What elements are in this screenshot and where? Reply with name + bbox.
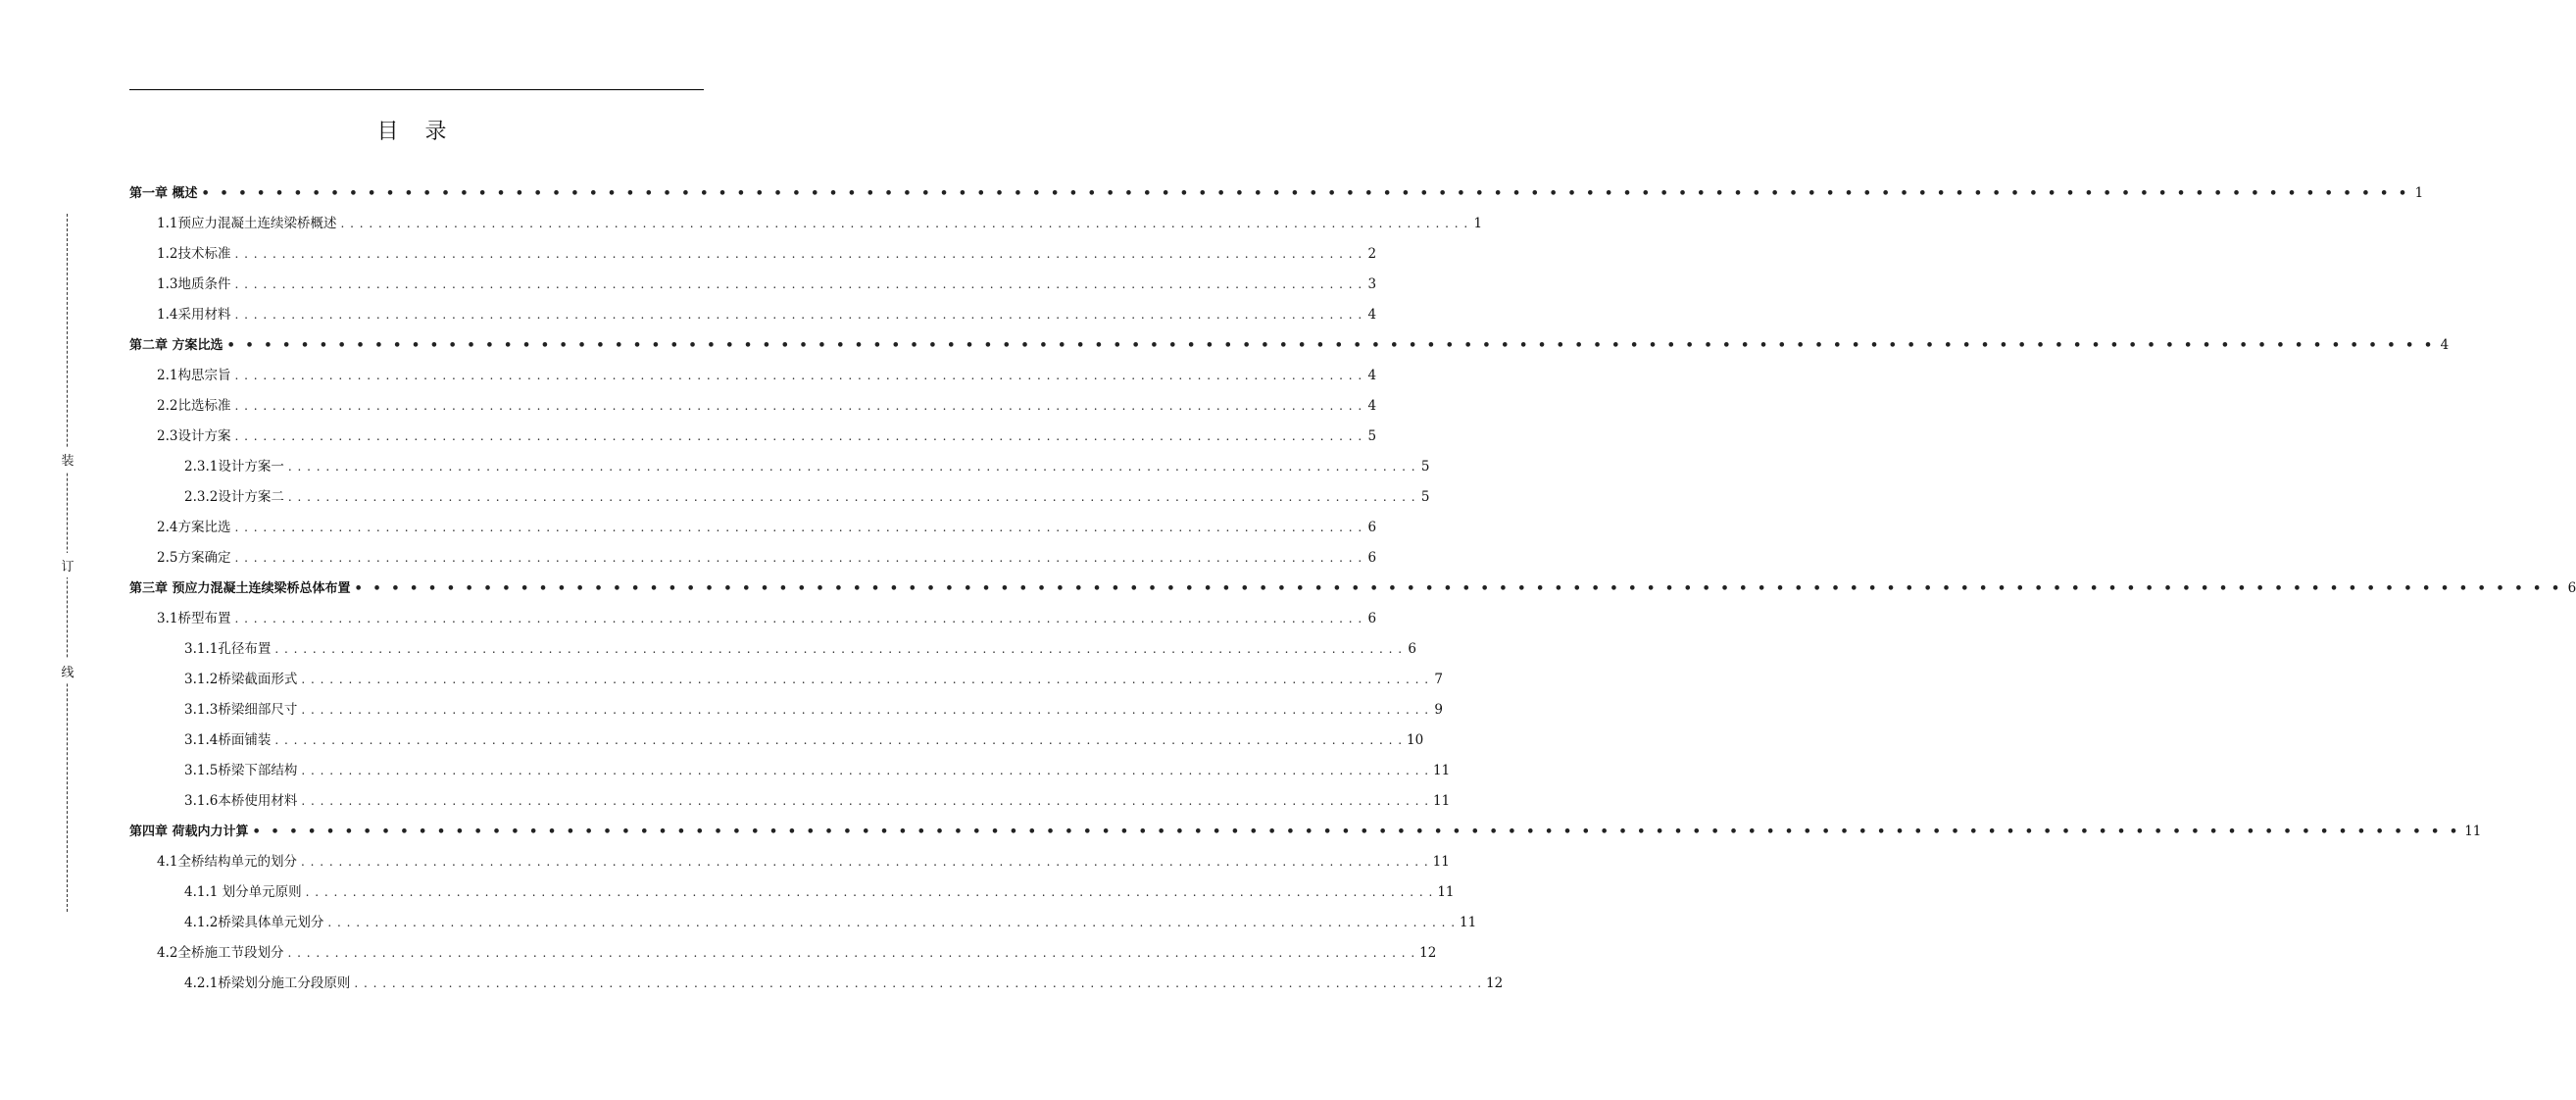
toc-page-number: 12 xyxy=(1486,975,1504,991)
toc-page-number: 9 xyxy=(1434,702,1444,718)
toc-entry-row[interactable] xyxy=(184,729,1424,751)
toc-entry-row[interactable] xyxy=(184,881,1455,903)
toc-entry-title: 第三章 预应力混凝土连续梁桥总体布置 xyxy=(129,581,351,596)
toc-entry-row[interactable] xyxy=(184,973,1504,994)
toc-page-number: 5 xyxy=(1420,459,1430,475)
toc-chapter-row[interactable] xyxy=(129,821,2482,842)
toc-entry-row[interactable] xyxy=(184,486,1430,508)
toc-page-number: 4 xyxy=(1367,307,1377,323)
toc-leader-dots: . . . . . . . . . . . . . . . . . . . . . . . . . . . . . . . . . . . . . . . . . . . . . . . . . . . . . . . . . . . . . . . . . . . . . . . . . . . . . . . . . . . . . . . . . . . . . . . . . . . . . . . . . . . . . . . . . . . . . . . . xyxy=(234,247,1363,261)
toc-entry-title: 4.1.2桥梁具体单元划分 xyxy=(184,915,324,930)
toc-page-number: 4 xyxy=(1367,398,1377,414)
toc-entry-title: 1.3地质条件 xyxy=(157,276,231,292)
toc-entry-row[interactable] xyxy=(184,638,1417,660)
binding-char-xian: 线 xyxy=(60,659,75,683)
toc-page-number: 7 xyxy=(1434,672,1444,687)
toc-page-number: 5 xyxy=(1420,489,1430,505)
toc-leader-dots: . . . . . . . . . . . . . . . . . . . . . . . . . . . . . . . . . . . . . . . . . . . . . . . . . . . . . . . . . . . . . . . . . . . . . . . . . . . . . . . . . . . . . . . . . . . . . . . . . . . . . . . . . . . . . . . . . . . . . . . . xyxy=(234,521,1363,534)
toc-entry-title: 2.2比选标准 xyxy=(157,398,231,414)
toc-entry-row[interactable] xyxy=(157,517,1377,538)
toc-leader-dots: . . . . . . . . . . . . . . . . . . . . . . . . . . . . . . . . . . . . . . . . . . . . . . . . . . . . . . . . . . . . . . . . . . . . . . . . . . . . . . . . . . . . . . . . . . . . . . . . . . . . . . . . . . . . . . . . . . . . . . . . xyxy=(305,885,1434,899)
toc-entry-title: 4.1.1 划分单元原则 xyxy=(184,884,302,900)
toc-chapter-row[interactable] xyxy=(129,334,2450,356)
toc-leader-dots: . . . . . . . . . . . . . . . . . . . . . . . . . . . . . . . . . . . . . . . . . . . . . . . . . . . . . . . . . . . . . . . . . . . . . . . . . . . . . . . . . . . . . . . . . . . . . . . . . . . . . . . . . . . . . . . . . . . . . . . . xyxy=(234,429,1363,443)
toc-leader-dots: . . . . . . . . . . . . . . . . . . . . . . . . . . . . . . . . . . . . . . . . . . . . . . . . . . . . . . . . . . . . . . . . . . . . . . . . . . . . . . . . . . . . . . . . . . . . . . . . . . . . . . . . . . . . . . . . . . . . . . . . xyxy=(301,703,1430,717)
toc-leader-dots: • • • • • • • • • • • • • • • • • • • • • • • • • • • • • • • • • • • • • • • • • • • • • • • • • • • • • • • • • • • • • • • • • • • • • • • • • • • • • • • • • • • • • • • • • • • • • • • • • • • • • • • • • • • • • • • • • • • • • • • • xyxy=(201,186,2410,201)
toc-leader-dots: . . . . . . . . . . . . . . . . . . . . . . . . . . . . . . . . . . . . . . . . . . . . . . . . . . . . . . . . . . . . . . . . . . . . . . . . . . . . . . . . . . . . . . . . . . . . . . . . . . . . . . . . . . . . . . . . . . . . . . . . xyxy=(287,946,1416,960)
toc-entry-row[interactable] xyxy=(157,395,1377,417)
toc-entry-title: 2.4方案比选 xyxy=(157,520,231,535)
toc-page-number: 6 xyxy=(1367,611,1377,626)
toc-entry-title: 3.1.6本桥使用材料 xyxy=(184,793,298,809)
toc-leader-dots: . . . . . . . . . . . . . . . . . . . . . . . . . . . . . . . . . . . . . . . . . . . . . . . . . . . . . . . . . . . . . . . . . . . . . . . . . . . . . . . . . . . . . . . . . . . . . . . . . . . . . . . . . . . . . . . . . . . . . . . . xyxy=(274,733,1404,747)
toc-leader-dots: . . . . . . . . . . . . . . . . . . . . . . . . . . . . . . . . . . . . . . . . . . . . . . . . . . . . . . . . . . . . . . . . . . . . . . . . . . . . . . . . . . . . . . . . . . . . . . . . . . . . . . . . . . . . . . . . . . . . . . . . xyxy=(340,217,1469,230)
toc-entry-row[interactable] xyxy=(184,699,1444,721)
toc-entry-title: 第四章 荷载内力计算 xyxy=(129,825,249,839)
toc-entry-title: 4.2.1桥梁划分施工分段原则 xyxy=(184,975,351,991)
toc-entry-row[interactable] xyxy=(157,365,1377,386)
toc-page-number: 11 xyxy=(1432,854,1450,870)
binding-char-ding: 订 xyxy=(60,553,75,577)
toc-entry-row[interactable] xyxy=(184,912,1477,933)
toc-chapter-row[interactable] xyxy=(129,577,2576,599)
header-rule xyxy=(129,89,704,90)
toc-entry-title: 1.4采用材料 xyxy=(157,307,231,323)
toc-leader-dots: . . . . . . . . . . . . . . . . . . . . . . . . . . . . . . . . . . . . . . . . . . . . . . . . . . . . . . . . . . . . . . . . . . . . . . . . . . . . . . . . . . . . . . . . . . . . . . . . . . . . . . . . . . . . . . . . . . . . . . . . xyxy=(287,460,1416,474)
toc-entry-title: 4.1全桥结构单元的划分 xyxy=(157,854,297,870)
toc-page-number: 11 xyxy=(1460,915,1477,930)
toc-title: 目 录 xyxy=(376,120,457,144)
toc-entry-row[interactable] xyxy=(157,608,1377,629)
toc-leader-dots: . . . . . . . . . . . . . . . . . . . . . . . . . . . . . . . . . . . . . . . . . . . . . . . . . . . . . . . . . . . . . . . . . . . . . . . . . . . . . . . . . . . . . . . . . . . . . . . . . . . . . . . . . . . . . . . . . . . . . . . . xyxy=(234,551,1363,565)
toc-entry-title: 第二章 方案比选 xyxy=(129,338,223,353)
toc-page-number: 5 xyxy=(1367,428,1377,444)
toc-leader-dots: . . . . . . . . . . . . . . . . . . . . . . . . . . . . . . . . . . . . . . . . . . . . . . . . . . . . . . . . . . . . . . . . . . . . . . . . . . . . . . . . . . . . . . . . . . . . . . . . . . . . . . . . . . . . . . . . . . . . . . . . xyxy=(354,976,1483,990)
toc-entry-row[interactable] xyxy=(157,425,1377,447)
toc-page-number: 12 xyxy=(1419,945,1437,961)
toc-page-number: 11 xyxy=(1437,884,1455,900)
toc-leader-dots: . . . . . . . . . . . . . . . . . . . . . . . . . . . . . . . . . . . . . . . . . . . . . . . . . . . . . . . . . . . . . . . . . . . . . . . . . . . . . . . . . . . . . . . . . . . . . . . . . . . . . . . . . . . . . . . . . . . . . . . . xyxy=(234,308,1363,322)
toc-entry-row[interactable] xyxy=(157,304,1377,325)
toc-entry-title: 2.5方案确定 xyxy=(157,550,231,566)
toc-entry-title: 2.3.1设计方案一 xyxy=(184,459,284,475)
toc-page-number: 2 xyxy=(1367,246,1377,262)
toc-entry-row[interactable] xyxy=(157,243,1377,265)
toc-leader-dots: . . . . . . . . . . . . . . . . . . . . . . . . . . . . . . . . . . . . . . . . . . . . . . . . . . . . . . . . . . . . . . . . . . . . . . . . . . . . . . . . . . . . . . . . . . . . . . . . . . . . . . . . . . . . . . . . . . . . . . . . xyxy=(234,399,1363,413)
toc-entry-title: 第一章 概述 xyxy=(129,186,198,201)
toc-page-number: 4 xyxy=(1367,368,1377,383)
toc-leader-dots: . . . . . . . . . . . . . . . . . . . . . . . . . . . . . . . . . . . . . . . . . . . . . . . . . . . . . . . . . . . . . . . . . . . . . . . . . . . . . . . . . . . . . . . . . . . . . . . . . . . . . . . . . . . . . . . . . . . . . . . . xyxy=(301,794,1430,808)
toc-entry-title: 3.1.3桥梁细部尺寸 xyxy=(184,702,298,718)
toc-page-number: 6 xyxy=(1408,641,1417,657)
toc-page-number: 3 xyxy=(1367,276,1377,292)
toc-entry-title: 2.1构思宗旨 xyxy=(157,368,231,383)
toc-entry-title: 2.3.2设计方案二 xyxy=(184,489,284,505)
toc-entry-row[interactable] xyxy=(157,851,1450,873)
toc-page-number: 6 xyxy=(1367,550,1377,566)
toc-leader-dots: . . . . . . . . . . . . . . . . . . . . . . . . . . . . . . . . . . . . . . . . . . . . . . . . . . . . . . . . . . . . . . . . . . . . . . . . . . . . . . . . . . . . . . . . . . . . . . . . . . . . . . . . . . . . . . . . . . . . . . . . xyxy=(287,490,1416,504)
toc-page-number: 6 xyxy=(1367,520,1377,535)
toc-entry-row[interactable] xyxy=(184,760,1451,781)
toc-entry-row[interactable] xyxy=(157,274,1377,295)
toc-entry-title: 3.1.5桥梁下部结构 xyxy=(184,763,298,778)
toc-page-number: 11 xyxy=(2464,824,2482,839)
toc-entry-title: 3.1桥型布置 xyxy=(157,611,231,626)
toc-entry-row[interactable] xyxy=(184,790,1451,812)
toc-leader-dots: . . . . . . . . . . . . . . . . . . . . . . . . . . . . . . . . . . . . . . . . . . . . . . . . . . . . . . . . . . . . . . . . . . . . . . . . . . . . . . . . . . . . . . . . . . . . . . . . . . . . . . . . . . . . . . . . . . . . . . . . xyxy=(234,612,1363,625)
toc-leader-dots: . . . . . . . . . . . . . . . . . . . . . . . . . . . . . . . . . . . . . . . . . . . . . . . . . . . . . . . . . . . . . . . . . . . . . . . . . . . . . . . . . . . . . . . . . . . . . . . . . . . . . . . . . . . . . . . . . . . . . . . . xyxy=(234,369,1363,382)
toc-entry-row[interactable] xyxy=(157,213,1483,234)
toc-leader-dots: • • • • • • • • • • • • • • • • • • • • • • • • • • • • • • • • • • • • • • • • • • • • • • • • • • • • • • • • • • • • • • • • • • • • • • • • • • • • • • • • • • • • • • • • • • • • • • • • • • • • • • • • • • • • • • • • • • • • • • • • xyxy=(354,581,2563,596)
toc-page-number: 11 xyxy=(1433,793,1451,809)
toc-entry-title: 3.1.4桥面铺装 xyxy=(184,732,272,748)
toc-page-number: 1 xyxy=(1473,216,1483,231)
toc-leader-dots: . . . . . . . . . . . . . . . . . . . . . . . . . . . . . . . . . . . . . . . . . . . . . . . . . . . . . . . . . . . . . . . . . . . . . . . . . . . . . . . . . . . . . . . . . . . . . . . . . . . . . . . . . . . . . . . . . . . . . . . . xyxy=(234,277,1363,291)
toc-entry-title: 3.1.2桥梁截面形式 xyxy=(184,672,298,687)
toc-chapter-row[interactable] xyxy=(129,182,2424,204)
toc-leader-dots: . . . . . . . . . . . . . . . . . . . . . . . . . . . . . . . . . . . . . . . . . . . . . . . . . . . . . . . . . . . . . . . . . . . . . . . . . . . . . . . . . . . . . . . . . . . . . . . . . . . . . . . . . . . . . . . . . . . . . . . . xyxy=(301,764,1430,777)
toc-entry-title: 3.1.1孔径布置 xyxy=(184,641,272,657)
toc-leader-dots: . . . . . . . . . . . . . . . . . . . . . . . . . . . . . . . . . . . . . . . . . . . . . . . . . . . . . . . . . . . . . . . . . . . . . . . . . . . . . . . . . . . . . . . . . . . . . . . . . . . . . . . . . . . . . . . . . . . . . . . . xyxy=(274,642,1404,656)
toc-leader-dots: . . . . . . . . . . . . . . . . . . . . . . . . . . . . . . . . . . . . . . . . . . . . . . . . . . . . . . . . . . . . . . . . . . . . . . . . . . . . . . . . . . . . . . . . . . . . . . . . . . . . . . . . . . . . . . . . . . . . . . . . xyxy=(327,916,1457,929)
toc-leader-dots: • • • • • • • • • • • • • • • • • • • • • • • • • • • • • • • • • • • • • • • • • • • • • • • • • • • • • • • • • • • • • • • • • • • • • • • • • • • • • • • • • • • • • • • • • • • • • • • • • • • • • • • • • • • • • • • • • • • • • • • • xyxy=(252,825,2461,839)
toc-entry-title: 1.2技术标准 xyxy=(157,246,231,262)
toc-page-number: 6 xyxy=(2567,580,2576,596)
toc-page-number: 10 xyxy=(1407,732,1424,748)
toc-entry-row[interactable] xyxy=(157,547,1377,569)
toc-page-number: 4 xyxy=(2440,337,2450,353)
toc-page-number: 11 xyxy=(1433,763,1451,778)
toc-leader-dots: • • • • • • • • • • • • • • • • • • • • • • • • • • • • • • • • • • • • • • • • • • • • • • • • • • • • • • • • • • • • • • • • • • • • • • • • • • • • • • • • • • • • • • • • • • • • • • • • • • • • • • • • • • • • • • • • • • • • • • • • xyxy=(226,338,2436,353)
toc-page-number: 1 xyxy=(2414,185,2424,201)
toc-entry-title: 4.2全桥施工节段划分 xyxy=(157,945,284,961)
binding-char-zhuang: 装 xyxy=(60,447,75,472)
toc-leader-dots: . . . . . . . . . . . . . . . . . . . . . . . . . . . . . . . . . . . . . . . . . . . . . . . . . . . . . . . . . . . . . . . . . . . . . . . . . . . . . . . . . . . . . . . . . . . . . . . . . . . . . . . . . . . . . . . . . . . . . . . . xyxy=(301,673,1430,686)
toc-entry-row[interactable] xyxy=(184,456,1430,477)
toc-entry-row[interactable] xyxy=(157,942,1437,964)
toc-entry-title: 2.3设计方案 xyxy=(157,428,231,444)
toc-leader-dots: . . . . . . . . . . . . . . . . . . . . . . . . . . . . . . . . . . . . . . . . . . . . . . . . . . . . . . . . . . . . . . . . . . . . . . . . . . . . . . . . . . . . . . . . . . . . . . . . . . . . . . . . . . . . . . . . . . . . . . . . xyxy=(300,855,1429,869)
toc-entry-row[interactable] xyxy=(184,669,1444,690)
toc-entry-title: 1.1预应力混凝土连续梁桥概述 xyxy=(157,216,337,231)
